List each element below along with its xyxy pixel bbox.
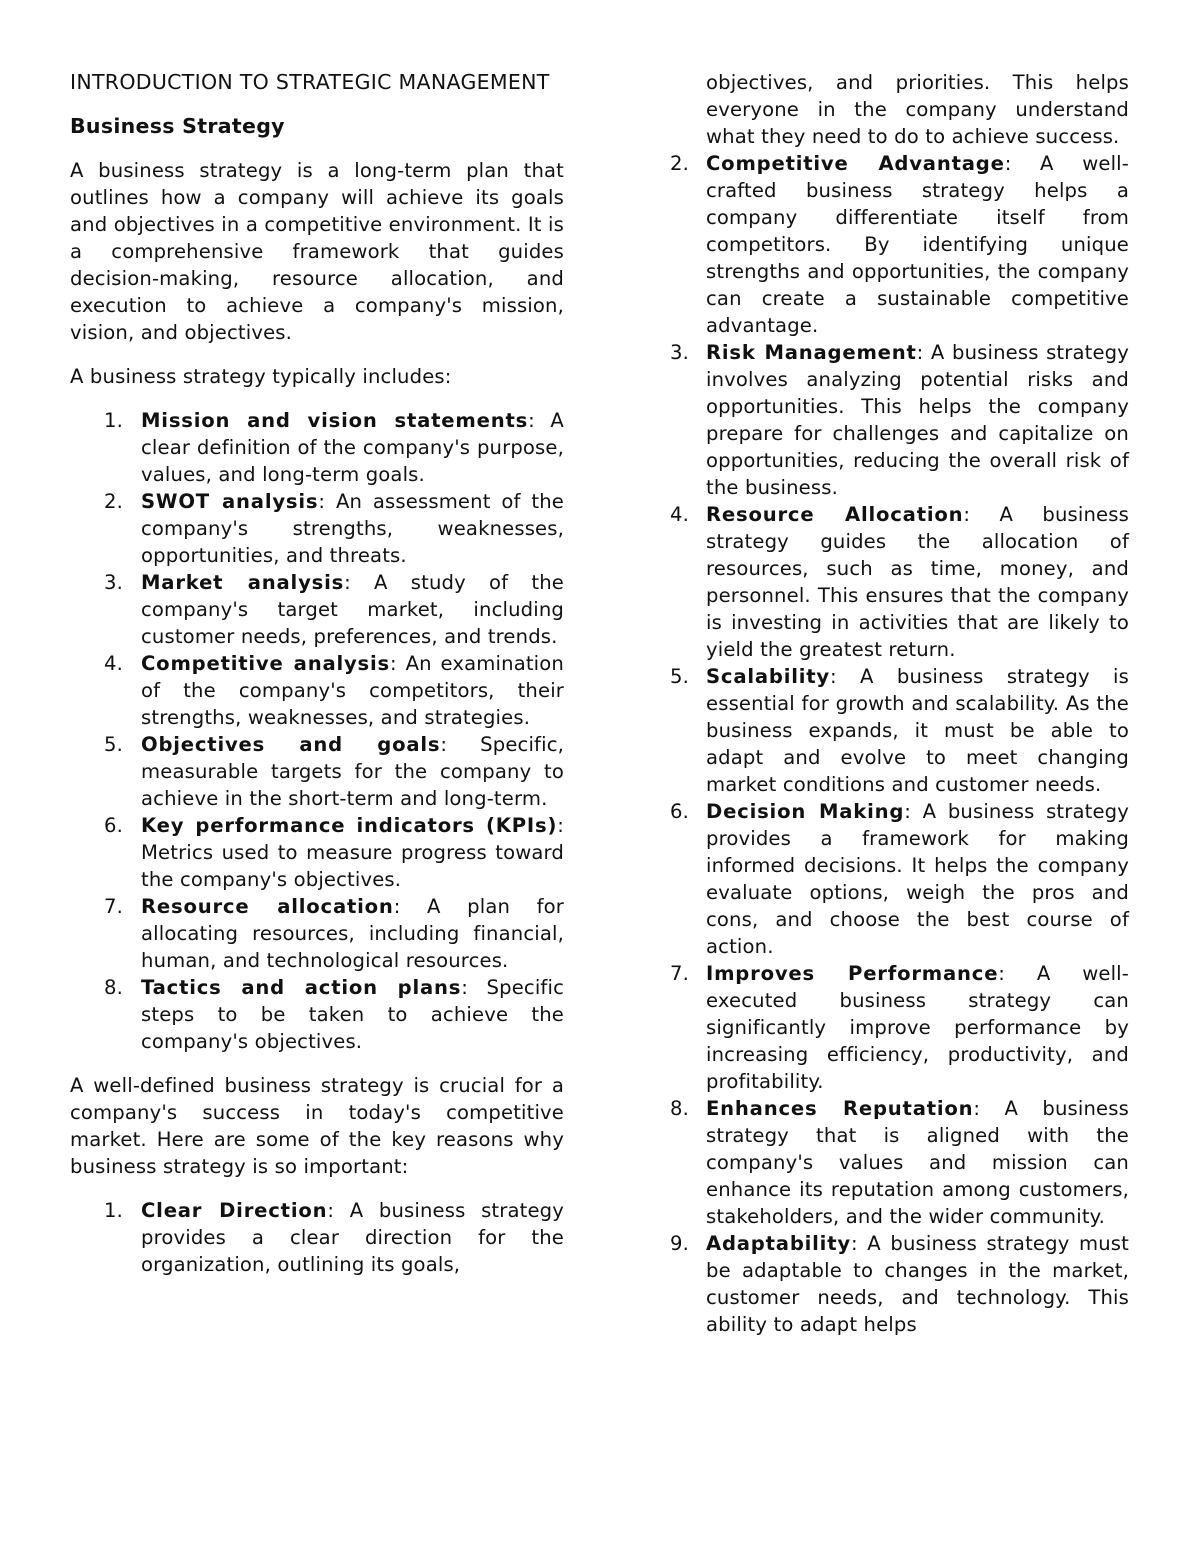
list-term: Resource allocation (141, 895, 394, 918)
list-item (70, 1197, 564, 1278)
list-item (70, 812, 564, 893)
list-item (670, 798, 1129, 960)
list-number: 3. (104, 571, 123, 594)
list-term: Scalability (706, 665, 830, 688)
list-term: SWOT analysis (141, 490, 319, 513)
right-column (670, 69, 1129, 1338)
list-text: : An assessment of the company's strengths, weaknesses, opportunities, and threats. (141, 490, 564, 567)
list-item (70, 731, 564, 812)
list-item (70, 974, 564, 1055)
list-term: Clear Direction (141, 1199, 328, 1222)
list-number: 6. (104, 814, 123, 837)
list-text: : A business strategy must be adaptable to changes in the market, customer needs, and technology. This ability to adapt helps (706, 1232, 1129, 1336)
includes-intro: A business strategy typically includes: (70, 365, 452, 388)
list-item (70, 407, 564, 488)
list-text: : A business strategy guides the allocation of resources, such as time, money, and personnel. This ensures that the company is investing in activities that are likely to yield the greatest return. (706, 503, 1129, 661)
list-text: : A well-crafted business strategy helps a company differentiate itself from competitors. By identifying unique strengths and opportunities, the company can create a sustainable competitive advantage. (706, 152, 1129, 337)
list-text: : A business strategy provides a framework for making informed decisions. It helps the company evaluate options, weigh the pros and cons, and choose the best course of action. (706, 800, 1129, 958)
list-term: Competitive Advantage (706, 152, 1005, 175)
list-text: : A plan for allocating resources, including financial, human, and technological resources. (141, 895, 564, 972)
list-item (70, 488, 564, 569)
list-term: Objectives and goals (141, 733, 441, 756)
list-item (670, 1230, 1129, 1338)
list-item-continuation: objectives, and priorities. This helps everyone in the company understand what they need to do to achieve success. (706, 71, 1129, 148)
section-heading: Business Strategy (70, 114, 285, 138)
list-item (670, 150, 1129, 339)
list-term: Risk Management (706, 341, 917, 364)
list-term: Enhances Reputation (706, 1097, 974, 1120)
list-text: : A well-executed business strategy can significantly improve performance by increasing efficiency, productivity, and profitability. (706, 962, 1129, 1093)
list-text: : A business strategy provides a clear direction for the organization, outlining its goals, (141, 1199, 564, 1276)
list-item (70, 893, 564, 974)
list-term: Adaptability (706, 1232, 851, 1255)
list-text: : A business strategy is essential for growth and scalability. As the business expands, it must be able to adapt and evolve to meet changing market conditions and customer needs. (706, 665, 1129, 796)
document-title: INTRODUCTION TO STRATEGIC MANAGEMENT (70, 70, 550, 94)
importance-list (670, 150, 1129, 1338)
list-text: : Metrics used to measure progress toward the company's objectives. (141, 814, 564, 891)
list-term: Market analysis (141, 571, 345, 594)
list-item (70, 650, 564, 731)
list-number: 8. (670, 1097, 689, 1120)
list-item (670, 1095, 1129, 1230)
list-text: : An examination of the company's competitors, their strengths, weaknesses, and strategies. (141, 652, 564, 729)
list-number: 2. (670, 152, 689, 175)
list-number: 8. (104, 976, 123, 999)
list-number: 3. (670, 341, 689, 364)
list-item (70, 569, 564, 650)
list-text: : A business strategy that is aligned with the company's values and mission can enhance its reputation among customers, stakeholders, and the wider community. (706, 1097, 1129, 1228)
list-text: : A study of the company's target market, including customer needs, preferences, and trends. (141, 571, 564, 648)
list-item (670, 501, 1129, 663)
list-number: 7. (670, 962, 689, 985)
list-text: : Specific, measurable targets for the company to achieve in the short-term and long-term. (141, 733, 564, 810)
list-number: 6. (670, 800, 689, 823)
list-term: Key performance indicators (KPIs) (141, 814, 558, 837)
list-term: Improves Performance (706, 962, 999, 985)
list-item (670, 960, 1129, 1095)
list-term: Mission and vision statements (141, 409, 529, 432)
left-column (70, 69, 564, 1278)
importance-list-start (70, 1197, 564, 1278)
list-number: 2. (104, 490, 123, 513)
list-term: Decision Making (706, 800, 905, 823)
list-text: : A business strategy involves analyzing potential risks and opportunities. This helps the company prepare for challenges and capitalize on opportunities, reducing the overall risk of the business. (706, 341, 1129, 499)
includes-list (70, 407, 564, 1055)
list-item (670, 339, 1129, 501)
list-number: 7. (104, 895, 123, 918)
list-text: : Specific steps to be taken to achieve the company's objectives. (141, 976, 564, 1053)
list-number: 1. (104, 1199, 123, 1222)
list-number: 4. (104, 652, 123, 675)
intro-paragraph: A business strategy is a long-term plan that outlines how a company will achieve its goals and objectives in a competitive environment. It is a comprehensive framework that guides decision-making, resource allocation, and execution to achieve a company's mission, vision, and objectives. (70, 159, 564, 344)
importance-intro: A well-defined business strategy is crucial for a company's success in today's competitive market. Here are some of the key reasons why business strategy is so important: (70, 1074, 564, 1178)
list-item (670, 663, 1129, 798)
list-number: 5. (104, 733, 123, 756)
list-number: 1. (104, 409, 123, 432)
list-term: Tactics and action plans (141, 976, 462, 999)
list-number: 9. (670, 1232, 689, 1255)
list-term: Resource Allocation (706, 503, 964, 526)
list-text: : A clear definition of the company's purpose, values, and long-term goals. (141, 409, 564, 486)
list-number: 4. (670, 503, 689, 526)
list-term: Competitive analysis (141, 652, 390, 675)
list-number: 5. (670, 665, 689, 688)
